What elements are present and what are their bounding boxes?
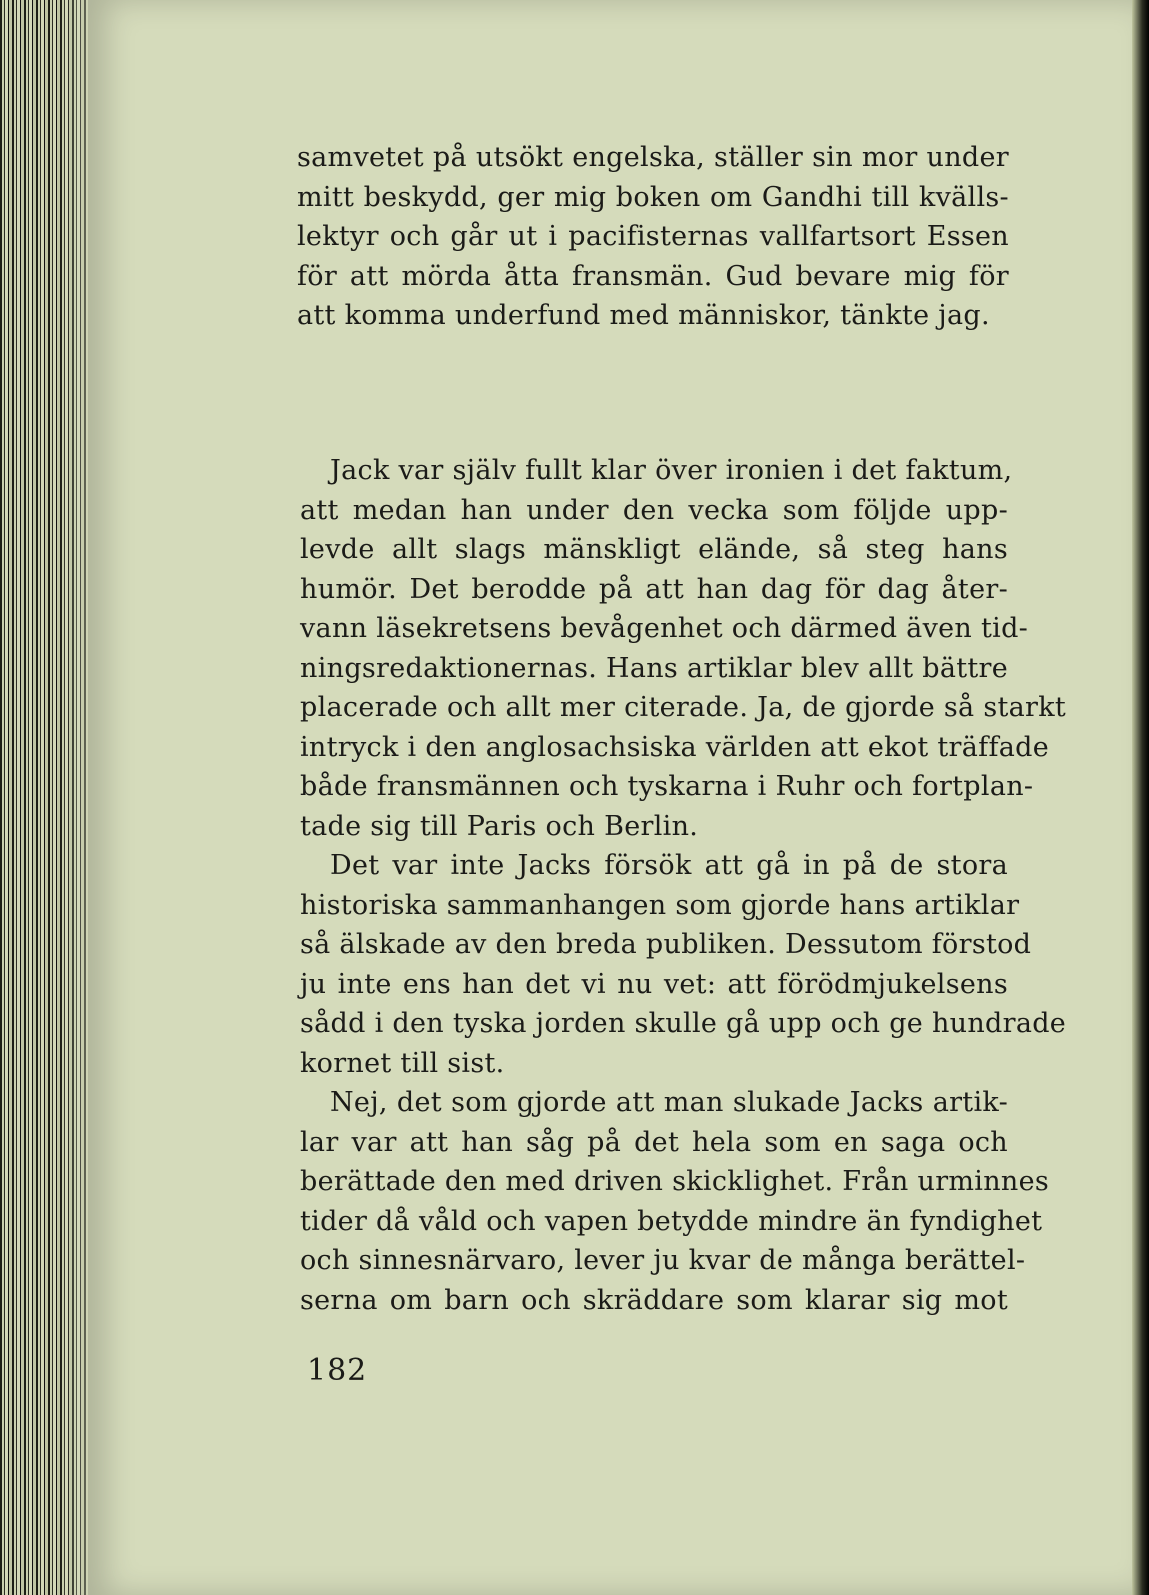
text-line: lar var att han såg på det hela som en saga och (300, 1126, 1008, 1158)
text-line: levde allt slags mänskligt elände, så steg hans (300, 534, 1008, 565)
text-line: Jack var själv fullt klar över ironien i det faktum, (330, 455, 1013, 486)
text-line: intryck i den anglosachsiska världen att ekot träffade (300, 731, 1049, 763)
text-line: kornet till sist. (300, 1047, 505, 1079)
text-line: att komma underfund med människor, tänkte jag. (297, 300, 990, 331)
text-line: historiska sammanhangen som gjorde hans artiklar (300, 889, 1020, 921)
text-line: och sinnesnärvaro, lever ju kvar de många berättel- (300, 1245, 1026, 1276)
text-line: placerade och allt mer citerade. Ja, de gjorde så starkt (300, 692, 1067, 723)
text-line: vann läsekretsens bevågenhet och därmed även tid- (300, 613, 1029, 644)
text-line: för att mörda åtta fransmän. Gud bevare mig för (297, 260, 1009, 292)
paragraph-block-1 (297, 138, 1009, 336)
text-line: tade sig till Paris och Berlin. (300, 810, 699, 842)
text-line: Nej, det som gjorde att man slukade Jacks artik- (330, 1087, 1008, 1118)
paragraph-block-2 (300, 451, 1067, 1320)
text-line: lektyr och går ut i pacifisternas vallfartsort Essen (297, 221, 1009, 252)
text-line: ningsredaktionernas. Hans artiklar blev allt bättre (300, 652, 1009, 684)
text-line: berättade den med driven skicklighet. Från urminnes (300, 1166, 1050, 1197)
page-number: 182 (307, 1353, 368, 1388)
text-line: att medan han under den vecka som följde upp- (300, 494, 1008, 526)
text-line: ju inte ens han det vi nu vet: att förödmjukelsens (300, 968, 1008, 1000)
text-line: Det var inte Jacks försök att gå in på de stora (330, 850, 1008, 881)
text-line: humör. Det berodde på att han dag för dag åter- (300, 573, 1008, 605)
text-line: serna om barn och skräddare som klarar sig mot (300, 1284, 1008, 1316)
text-line: sådd i den tyska jorden skulle gå upp och ge hundrade (300, 1008, 1067, 1039)
text-line: samvetet på utsökt engelska, ställer sin mor under (297, 142, 1009, 173)
page-right-edge (1132, 0, 1149, 1595)
text-line: mitt beskydd, ger mig boken om Gandhi till kvälls- (297, 181, 1009, 213)
text-line: tider då våld och vapen betydde mindre än fyndighet (300, 1205, 1043, 1237)
text-line: både fransmännen och tyskarna i Ruhr och fortplan- (300, 771, 1034, 802)
text-line: så älskade av den breda publiken. Dessutom förstod (300, 929, 1032, 960)
